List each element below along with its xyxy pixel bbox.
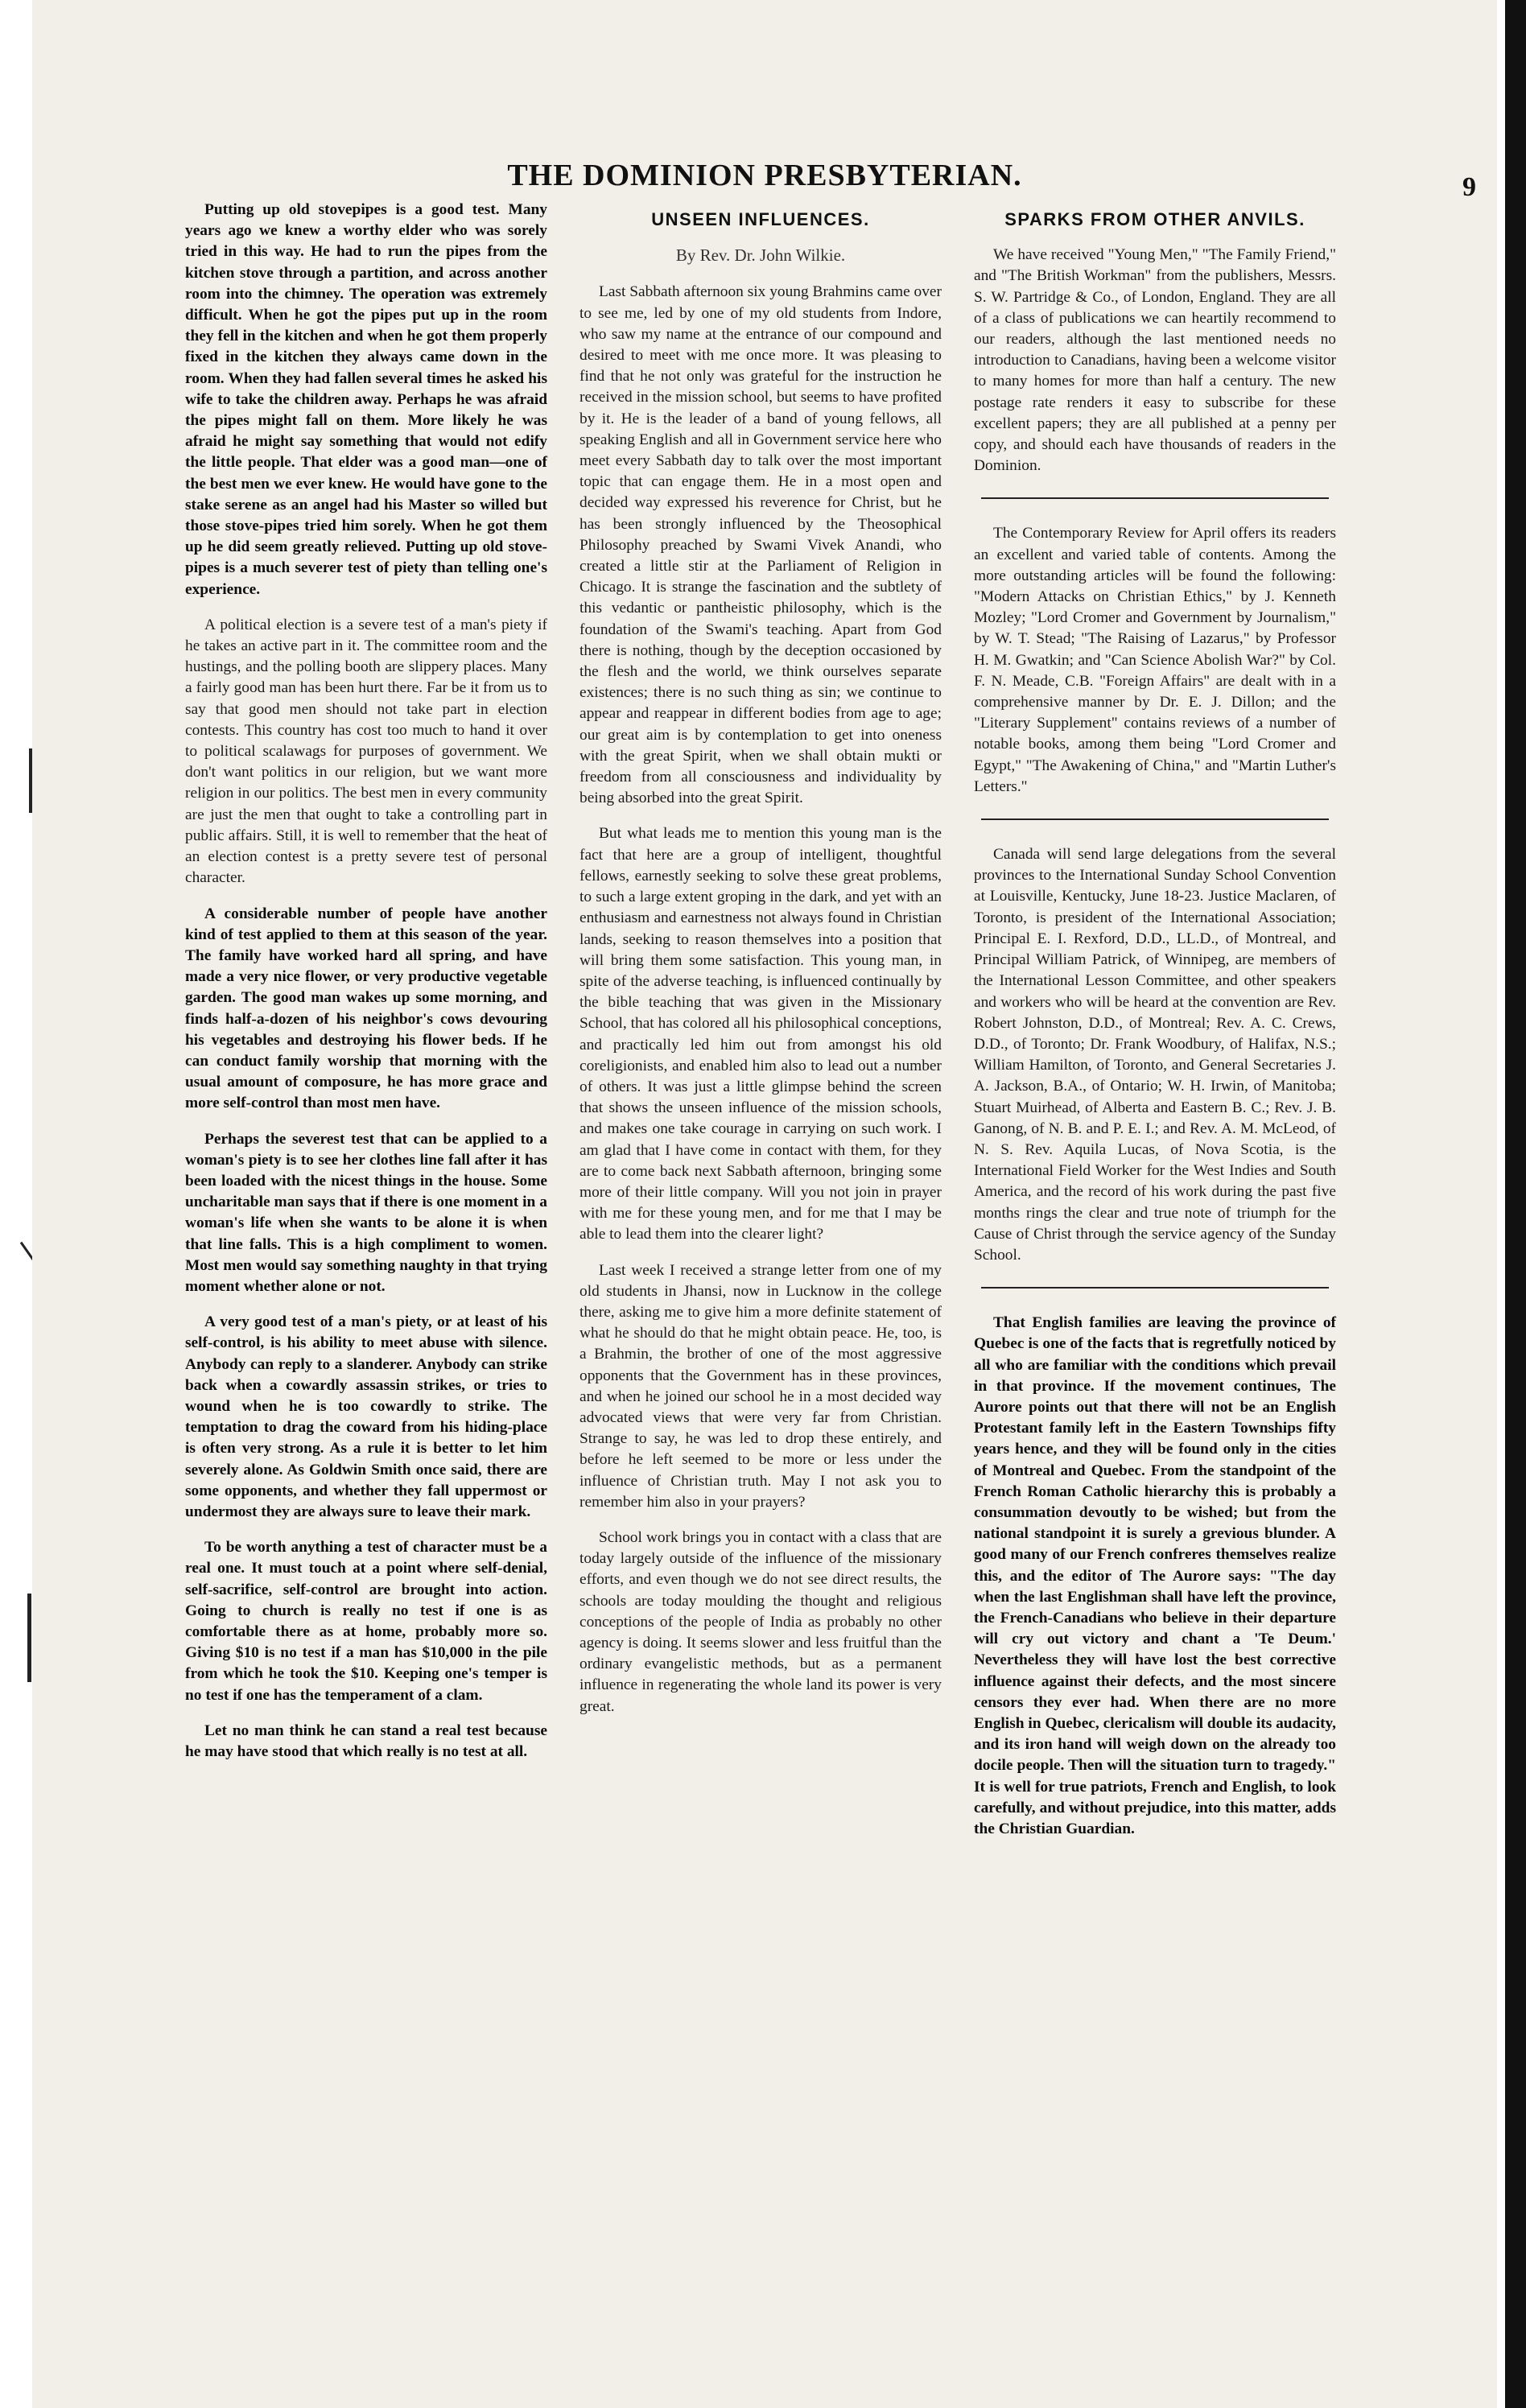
- page-number: 9: [1462, 172, 1476, 202]
- paragraph: Last week I received a strange letter from one of my old students in Jhansi, now in Lucknow in the college there, asking me to give him a more definite statement of what he should do that he might obtain peace. He, too, is a Brahmin, the brother of one of the most aggressive opponents that the Government has in these provinces, and when he joined our school he in a most decided way advocated views that were very far from Christian. Strange to say, he was led to drop these entirely, and before he left seemed to be more or less under the influence of Christian truth. May I not ask you to remember him also in your prayers?: [579, 1261, 942, 1511]
- paragraph: We have received "Young Men," "The Family Friend," and "The British Workman" from the publishers, Messrs. S. W. Partridge & Co., of London, England. They are all of a class of publications we can heartily recommend to our readers, although the last mentioned needs no introduction to Canadians, having been a welcome visitor to many homes for more than half a century. The new postage rate renders it easy to subscribe for these excellent papers; they are all published at a penny per copy, and should each have thousands of readers in the Dominion.: [974, 246, 1336, 475]
- newspaper-page: [32, 0, 1497, 2408]
- paragraph: Canada will send large delegations from the several provinces to the International Sunday School Convention at Louisville, Kentucky, June 18-23. Justice Maclaren, of Toronto, is president of the International Association; Principal E. I. Rexford, D.D., LL.D., of Montreal, and Principal William Patrick, of Winnipeg, are members of the International Lesson Committee, and other speakers and workers who will be heard at the convention are Rev. Robert Johnston, D.D., of Montreal; Rev. A. C. Crews, D.D., of Toronto; Dr. Frank Woodbury, of Halifax, N.S.; William Hamilton, of Toronto, and General Secretaries J. A. Jackson, B.A., of Ontario; W. H. Irwin, of Manitoba; Stuart Muirhead, of Alberta and Eastern B. C.; Rev. J. B. Ganong, of N. B. and P. E. I.; and Rev. A. M. McLeod, of N. S. Rev. Aquila Lucas, of Nova Scotia, is the International Field Worker for the West Indies and South America, and the record of his work during the past five months rings the clear and true note of triumph for the Cause of Christ through the service agency of the Sunday School.: [974, 846, 1336, 1264]
- paragraph: School work brings you in contact with a class that are today largely outside of the influence of the missionary efforts, and even though we do not see direct results, the schools are today moulding the thought and religious conceptions of the people of India as probably no other agency is doing. It seems slower and less fruitful than the ordinary evangelistic methods, but as a permanent influence in regenerating the whole land its power is very great.: [579, 1528, 942, 1715]
- article-heading: UNSEEN INFLUENCES.: [651, 209, 870, 229]
- paragraph: To be worth anything a test of character must be a real one. It must touch at a point where self-denial, self-sacrifice, self-control are brought into action. Going to church is really no test if one is as comfortable there as at home, probably more so. Giving $10 is no test if a man has $10,000 in the pile from which he took the $10. Keeping one's temper is no test if one has the temperament of a clam.: [185, 1539, 547, 1704]
- paragraph: Putting up old stovepipes is a good test. Many years ago we knew a worthy elder who was sorely tried in this way. He had to run the pipes from the kitchen stove through a partition, and across another room into the chimney. The operation was extremely difficult. When he got the pipes put up in the room they fell in the kitchen and when he got them properly fixed in the kitchen they always came down in the room. When they had fallen several times he asked his wife to take the children away. Perhaps he was afraid the pipes might fall on them. More likely he was afraid he might say something that would not edify the little people. That elder was a good man—one of the best men we ever knew. He would have gone to the stake serene as an angel had his Master so willed but those stove-pipes tried him sorely. When he got them up he did seem greatly relieved. Putting up old stove-pipes is a much severer test of piety than telling one's experience.: [185, 201, 547, 598]
- section-divider: [981, 497, 1329, 499]
- paragraph: A very good test of a man's piety, or at least of his self-control, is his ability to meet abuse with silence. Anybody can reply to a slanderer. Anybody can strike back when a cowardly assassin strikes, or tries to wound when he is too cowardly to strike. The temptation to drag the coward from his hiding-place is often very strong. As a rule it is better to let him severely alone. As Goldwin Smith once said, there are some opponents, and whether they fall uppermost or undermost they are always sure to leave their mark.: [185, 1313, 547, 1520]
- masthead: THE DOMINION PRESBYTERIAN.: [507, 159, 1022, 192]
- paragraph: A considerable number of people have another kind of test applied to them at this season of the year. The family have worked hard all spring, and have made a very nice flower, or very productive vegetable garden. The good man wakes up some morning, and finds half-a-dozen of his neighbor's cows devouring his vegetables and destroying his flower beds. If he can conduct family worship that morning with the usual amount of composure, he has more grace and more self-control than most men have.: [185, 905, 547, 1112]
- paragraph: Let no man think he can stand a real test because he may have stood that which really is no test at all.: [185, 1721, 547, 1761]
- paragraph: The Contemporary Review for April offers its readers an excellent and varied table of contents. Among the more outstanding articles will be found the following: "Modern Attacks on Christian Ethics," by J. Kenneth Mozley; "Lord Cromer and Government by Journalism," by W. T. Stead; "The Raising of Lazarus," by Professor H. M. Gwatkin; and "Can Science Abolish War?" by Col. F. N. Meade, C.B. "Foreign Affairs" are dealt with in a comprehensive manner by Dr. E. J. Dillon; and the "Literary Supplement" contains reviews of a number of notable books, among them being "Lord Cromer and Egypt," "The Awakening of China," and "Martin Luther's Letters.": [974, 525, 1336, 795]
- paragraph: That English families are leaving the province of Quebec is one of the facts that is regretfully noticed by all who are familiar with the conditions which prevail in that province. If the movement continues, The Aurore points out that there will not be an English Protestant family left in the Eastern Townships fifty years hence, and they will be found only in the cities of Montreal and Quebec. From the standpoint of the French Roman Catholic hierarchy this is probably a consummation devoutly to be wished; but from the national standpoint it is surely a grevious blunder. A good many of our French confreres themselves realize this, and the editor of The Aurore says: "The day when the last Englishman shall have left the province, the French-Canadians who believe in their departure will cry out victory and chant a 'Te Deum.' Nevertheless they will have lost the best corrective influence against their defects, and the most sincere censors they ever had. When there are no more English in Quebec, clericalism will double its audacity, and its iron hand will weigh down on the already too docile people. Then will the situation turn to tragedy." It is well for true patriots, French and English, to look carefully, and without prejudice, into this matter, adds the Christian Guardian.: [974, 1314, 1336, 1838]
- scan-edge: [1505, 0, 1526, 2408]
- column-3: [974, 200, 1336, 1854]
- section-heading: SPARKS FROM OTHER ANVILS.: [1004, 209, 1305, 229]
- paragraph: Last Sabbath afternoon six young Brahmins came over to see me, led by one of my old students from Indore, who saw my name at the entrance of our compound and desired to meet with me once more. It was pleasing to find that he not only was grateful for the instruction he received in the mission school, but seems to have profited by it. He is the leader of a band of young fellows, all speaking English and all in Government service here who meet every Sabbath day to talk over the most important topic that can engage them. He in a most open and decided way expressed his reverence for Christ, but he has been strongly influenced by the Theosophical Philosophy preached by Swami Vivek Anandi, who created a little stir at the Parliament of Religion in Chicago. It is strange the fascination and the subtlety of this vedantic or pantheistic philosophy, which is the foundation of the Swami's teaching. Apart from God there is nothing, though by the deception occasioned by the flesh and the world, we think ourselves separate existences; there is no such thing as sin; we continue to appear and reappear in different bodies from age to age; our great aim is by contemplation to get into oneness with the great Spirit, when we shall obtain mukti or freedom from all consciousness and individuality by being absorbed into the great Spirit.: [579, 283, 942, 807]
- section-divider: [981, 818, 1329, 820]
- paragraph: Perhaps the severest test that can be applied to a woman's piety is to see her clothes line fall after it has been loaded with the nicest things in the house. Some uncharitable man says that if there is one moment in a woman's life when she wants to be alone it is when that line falls. This is a high compliment to women. Most men would say something naughty in that trying moment whether alone or not.: [185, 1130, 547, 1295]
- paragraph: But what leads me to mention this young man is the fact that here are a group of intelligent, thoughtful fellows, earnestly seeking to solve these great problems, to such a large extent groping in the dark, and yet with an enthusiasm and earnestness not always found in Christian lands, seeking to reason themselves into a position that will bring them some satisfaction. This young man, in spite of the adverse teaching, is influenced continually by the bible teaching that was given in the Missionary School, that has colored all his philosophical conceptions, and practically led him out from amongst his old coreligionists, and enabled him also to lead out a number of others. It was just a little glimpse behind the screen that shows the unseen influence of the mission schools, and makes one take courage in carrying on such work. I am glad that I have come in contact with them, for they are to come back next Sabbath afternoon, bringing some more of their little company. Will you not join in prayer with me for these young men, and for me that I may be able to lead them into the clearer light?: [579, 825, 942, 1243]
- section-divider: [981, 1287, 1329, 1289]
- column-2: [579, 200, 942, 1732]
- article-byline: By Rev. Dr. John Wilkie.: [675, 245, 846, 266]
- paragraph: A political election is a severe test of a man's piety if he takes an active part in it. The committee room and the hustings, and the polling booth are slippery places. Many a fairly good man has been hurt there. Far be it from us to say that good men should not take part in election contests. This country has cost too much to hand it over to political scalawags for purposes of government. We don't want politics in our religion, but we want more religion in our politics. The best men in every community are just the men that ought to take a controlling part in public affairs. Still, it is well to remember that the heat of an election contest is a pretty severe test of personal character.: [185, 616, 547, 887]
- column-1: [185, 200, 547, 1777]
- margin-pencil-mark: [27, 1594, 31, 1682]
